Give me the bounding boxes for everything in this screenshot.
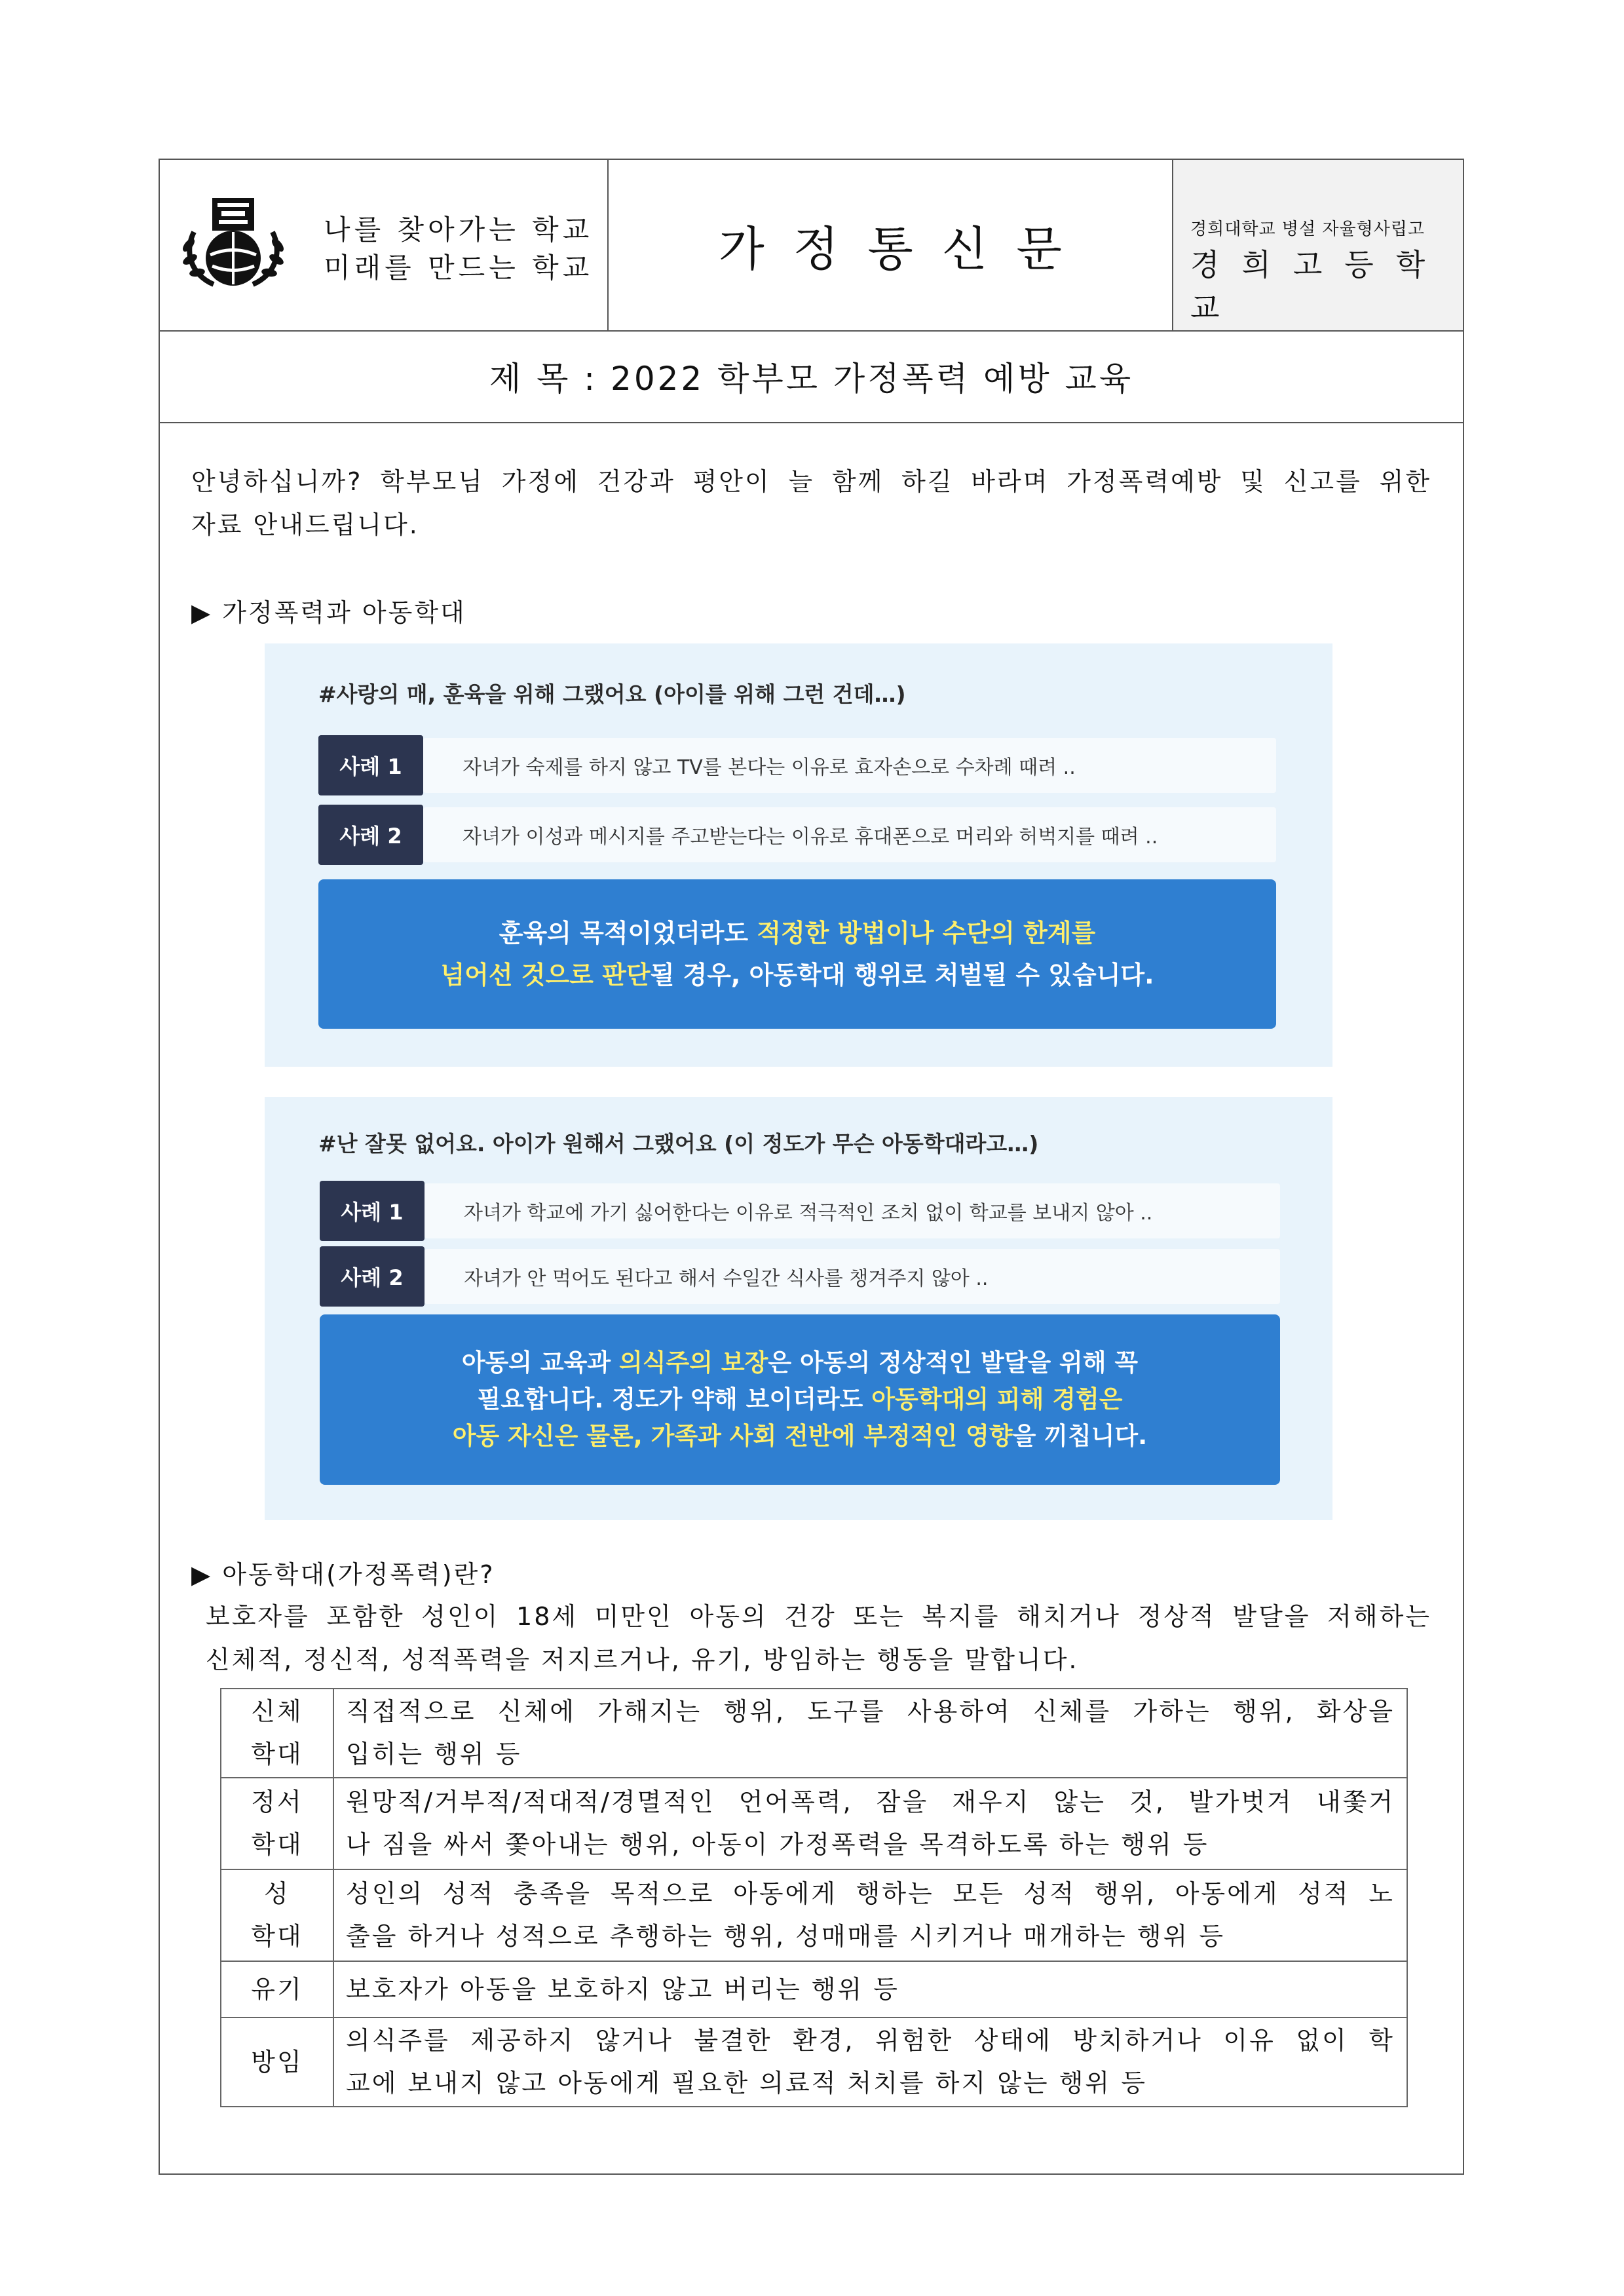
category-label: 신체 xyxy=(251,1697,303,1726)
category-label: 성 xyxy=(264,1879,290,1908)
message-line xyxy=(318,954,1276,996)
description-line: 입히는 행위 등 xyxy=(346,1740,522,1769)
school-affiliation: 경희대학교 병설 자율형사립고 xyxy=(1190,220,1426,239)
case-tag: 사례 1 xyxy=(318,735,423,795)
message-text: 될 경우, 아동학대 행위로 처벌될 수 있습니다. xyxy=(650,961,1154,989)
case-text: 자녀가 안 먹어도 된다고 해서 수일간 식사를 챙겨주지 않아 .. xyxy=(425,1249,1280,1304)
message-text: 은 아동의 정상적인 발달을 위해 꼭 xyxy=(768,1349,1139,1377)
school-name: 경희고등학교 xyxy=(1190,247,1448,326)
description-cell xyxy=(333,1869,1407,1961)
description-line: 교에 보내지 않고 아동에게 필요한 의료적 처치를 하지 않는 행위 등 xyxy=(346,2069,1147,2097)
case-text: 자녀가 숙제를 하지 않고 TV를 본다는 이유로 효자손으로 수차례 때려 .. xyxy=(423,738,1276,793)
message-highlight: 아동 자신은 물론, 가족과 사회 전반에 부정적인 영향 xyxy=(452,1422,1013,1450)
description-cell xyxy=(333,1961,1407,2018)
description-line: 나 짐을 싸서 쫓아내는 행위, 아동이 가정폭력을 목격하도록 하는 행위 등 xyxy=(346,1830,1209,1859)
abuse-types-table xyxy=(220,1688,1408,2107)
message-line xyxy=(320,1345,1280,1381)
category-label: 학대 xyxy=(251,1740,303,1769)
subject-line: 제 목 : 2022 학부모 가정폭력 예방 교육 xyxy=(160,330,1463,423)
description-cell xyxy=(333,1778,1407,1869)
case-row xyxy=(320,1246,1280,1307)
description-line: 직접적으로 신체에 가해지는 행위, 도구를 사용하여 신체를 가하는 행위, 화상을 xyxy=(346,1697,1395,1726)
table-row xyxy=(221,2018,1407,2107)
message-text: 훈육의 목적이었더라도 xyxy=(499,919,757,947)
description-line: 출을 하거나 성적으로 추행하는 행위, 성매매를 시키거나 매개하는 행위 등 xyxy=(346,1922,1226,1951)
case-row xyxy=(320,1181,1280,1241)
case-tag: 사례 2 xyxy=(318,805,423,865)
message-text: 아동의 교육과 xyxy=(461,1349,620,1377)
category-label: 학대 xyxy=(251,1830,303,1859)
category-cell xyxy=(221,1689,333,1778)
school-emblem-logo xyxy=(174,193,292,294)
case-row xyxy=(318,735,1276,795)
message-line xyxy=(320,1381,1280,1418)
message-line xyxy=(320,1418,1280,1455)
key-message-box xyxy=(318,879,1276,1029)
key-message-box xyxy=(320,1314,1280,1485)
motto-line-1: 나를 찾아가는 학교 xyxy=(324,214,594,246)
case-text: 자녀가 학교에 가기 싫어한다는 이유로 적극적인 조치 없이 학교를 보내지 않아 .. xyxy=(425,1183,1280,1238)
table-row xyxy=(221,1961,1407,2018)
motto-line-2: 미래를 만드는 학교 xyxy=(324,252,594,284)
case-tag: 사례 1 xyxy=(320,1181,425,1241)
letterhead xyxy=(160,160,1463,332)
category-label: 유기 xyxy=(251,1974,303,2004)
category-cell xyxy=(221,2018,333,2107)
table-row xyxy=(221,1778,1407,1869)
case-text: 자녀가 이성과 메시지를 주고받는다는 이유로 휴대폰으로 머리와 허벅지를 때려 .. xyxy=(423,807,1276,862)
section-heading-1: ▶ 가정폭력과 아동학대 xyxy=(191,598,466,627)
school-motto-cell xyxy=(160,160,609,330)
category-cell xyxy=(221,1961,333,2018)
info-graphic-1 xyxy=(265,643,1332,1067)
description-cell xyxy=(333,1689,1407,1778)
category-label: 학대 xyxy=(251,1922,303,1951)
definition-line-2: 신체적, 정신적, 성적폭력을 저지르거나, 유기, 방임하는 행동을 말합니다. xyxy=(206,1645,1079,1674)
section-heading-2: ▶ 아동학대(가정폭력)란? xyxy=(191,1560,495,1589)
info-graphic-2 xyxy=(265,1097,1332,1520)
title-cell xyxy=(609,160,1173,330)
description-cell xyxy=(333,2018,1407,2107)
message-text: 을 끼칩니다. xyxy=(1012,1422,1148,1450)
message-highlight: 의식주의 보장 xyxy=(619,1349,768,1377)
panel-heading: #난 잘못 없어요. 아이가 원해서 그랬어요 (이 정도가 무슨 아동학대라고…) xyxy=(318,1131,1039,1157)
category-cell xyxy=(221,1869,333,1961)
description-line: 보호자가 아동을 보호하지 않고 버리는 행위 등 xyxy=(346,1974,899,2004)
description-line: 의식주를 제공하지 않거나 불결한 환경, 위험한 상태에 방치하거나 이유 없이 학 xyxy=(346,2026,1395,2055)
table-row xyxy=(221,1869,1407,1961)
message-highlight: 적정한 방법이나 수단의 한계를 xyxy=(757,919,1096,947)
category-cell xyxy=(221,1778,333,1869)
document-title: 가정통신문 xyxy=(719,221,1091,277)
school-name-cell xyxy=(1173,160,1463,330)
document-frame xyxy=(159,159,1464,2175)
category-label: 정서 xyxy=(251,1788,303,1816)
intro-line-1: 안녕하십니까? 학부모님 가정에 건강과 평안이 늘 함께 하길 바라며 가정폭력예방 및 신고를 위한 xyxy=(191,467,1431,496)
panel-heading: #사랑의 매, 훈육을 위해 그랬어요 (아이를 위해 그런 건데…) xyxy=(318,681,906,707)
case-tag: 사례 2 xyxy=(320,1246,425,1307)
definition-line-1: 보호자를 포함한 성인이 18세 미만인 아동의 건강 또는 복지를 해치거나 정상적 발달을 저해하는 xyxy=(206,1602,1431,1631)
message-highlight: 아동학대의 피해 경험은 xyxy=(871,1385,1123,1413)
message-highlight: 넘어선 것으로 판단 xyxy=(440,961,651,989)
description-line: 성인의 성적 충족을 목적으로 아동에게 행하는 모든 성적 행위, 아동에게 성적 노 xyxy=(346,1879,1395,1908)
category-label: 방임 xyxy=(251,2047,303,2076)
table-row xyxy=(221,1689,1407,1778)
description-line: 원망적/거부적/적대적/경멸적인 언어폭력, 잠을 재우지 않는 것, 발가벗겨 내쫓거 xyxy=(346,1788,1395,1816)
message-line xyxy=(318,912,1276,954)
message-text: 필요합니다. 정도가 약해 보이더라도 xyxy=(477,1385,872,1413)
case-row xyxy=(318,805,1276,865)
intro-line-2: 자료 안내드립니다. xyxy=(191,510,419,539)
